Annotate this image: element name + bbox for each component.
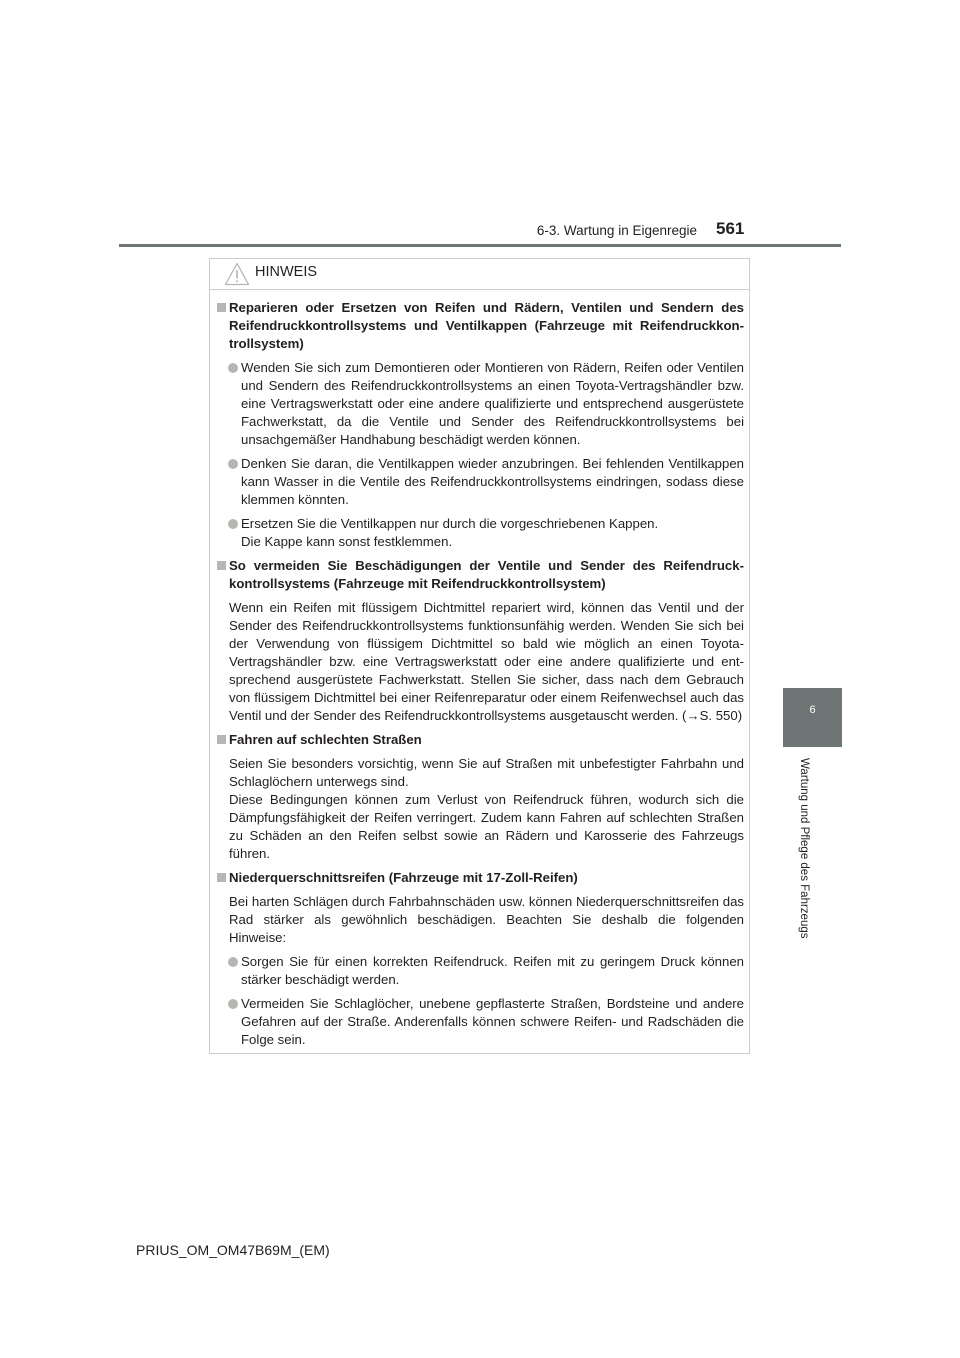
bullet-item: Sorgen Sie für einen korrekten Reifendruck. Reifen mit zu geringem Druck können stärker beschädigt werden. <box>217 953 744 989</box>
bullet-item <box>217 515 744 551</box>
bullet-item: Wenden Sie sich zum Demontieren oder Montieren von Rädern, Reifen oder Ventilen und Sendern des Reifendruckkontrollsystems an einen Toyota-Vertragshändler bzw. eine Vertragswerkstatt oder eine andere qualifizierte und entsprechend ausgerüstete Fachwerkstatt, da die Ventile und Sender des Reifendruckkontrollsystems bei unsachgemäßer Handhabung beschädigt werden können. <box>217 359 744 449</box>
section-heading: Fahren auf schlechten Straßen <box>217 731 744 749</box>
notice-header <box>210 259 749 290</box>
paragraph-line: Diese Bedingungen können zum Verlust von Reifendruck führen, wodurch sich die Dämpfungsfähigkeit der Reifen verringert. Zudem kann Fahren auf schlechten Straßen zu Schäden an den Reifen selbst sowie an Rädern und Karosserie des Fahrzeugs führen. <box>229 792 744 861</box>
section-paragraph: Bei harten Schlägen durch Fahrbahnschäden usw. können Niederquerschnittsreifen das Rad stärker als gewöhnlich beschädigen. Beachten Sie deshalb die folgenden Hinweise: <box>229 894 744 945</box>
warning-triangle-icon <box>224 262 250 286</box>
notice-title: HINWEIS <box>255 264 318 280</box>
header-rule <box>119 244 841 247</box>
section-heading: Reparieren oder Ersetzen von Reifen und Rädern, Ventilen und Sendern des Reifendruckkontrollsystems und Ventilkappen (Fahrzeuge mit Reifendruckkontrollsystem) <box>217 299 744 353</box>
bullet-line: Die Kappe kann sonst festklemmen. <box>241 534 453 549</box>
section-paragraph <box>217 755 744 863</box>
document-id: PRIUS_OM_OM47B69M_(EM) <box>136 1242 330 1258</box>
bullet-line: Ersetzen Sie die Ventilkappen nur durch die vorgeschriebenen Kappen. <box>241 516 659 531</box>
chapter-tab <box>783 688 842 747</box>
page-number: 561 <box>716 219 745 238</box>
bullet-item: Vermeiden Sie Schlaglöcher, unebene gepflasterte Straßen, Bordsteine und andere Gefahren auf der Straße. Anderenfalls können schwere Reifen- und Radschäden die Folge sein. <box>217 995 744 1049</box>
paragraph-line: Seien Sie besonders vorsichtig, wenn Sie auf Straßen mit unbefestigter Fahrbahn und Schlaglöchern unterwegs sind. <box>229 756 744 789</box>
section-heading: So vermeiden Sie Beschädigungen der Ventile und Sender des Reifendruckkontrollsystems (Fahrzeuge mit Reifendruckkontrollsystem) <box>217 557 744 593</box>
section-paragraph: Wenn ein Reifen mit flüssigem Dichtmittel repariert wird, können das Ventil und der Sender des Reifendruckkontrollsystems funktionsunfähig werden. Wenden Sie sich bei der Verwendung von flüssigem Dichtmittel so bald wie möglich an einen Toyota-Vertragshändler bzw. eine Vertragswerkstatt oder eine andere qualifizierte und entsprechend ausgerüstete Fachwerkstatt. Stellen Sie sicher, dass nach dem Gebrauch von flüssigem Dichtmittel bei einer Reifenreparatur oder einem Reifenwechsel auch das Ventil und der Sender des Reifendruckkontrollsystems ausgetauscht werden. (→S. 550) <box>229 600 744 723</box>
notice-content <box>217 299 744 1055</box>
chapter-tab-number: 6 <box>809 704 816 716</box>
chapter-title-vertical: Wartung und Pflege des Fahrzeugs <box>798 758 810 939</box>
bullet-item: Denken Sie daran, die Ventilkappen wieder anzubringen. Bei fehlenden Ventilkappen kann Wasser in die Ventile des Reifendruckkontrollsystems eindringen, sodass diese klemmen könnten. <box>217 455 744 509</box>
notice-box <box>209 258 750 1054</box>
header-section-title: 6-3. Wartung in Eigenregie <box>536 223 697 238</box>
section-heading: Niederquerschnittsreifen (Fahrzeuge mit 17-Zoll-Reifen) <box>217 869 744 887</box>
